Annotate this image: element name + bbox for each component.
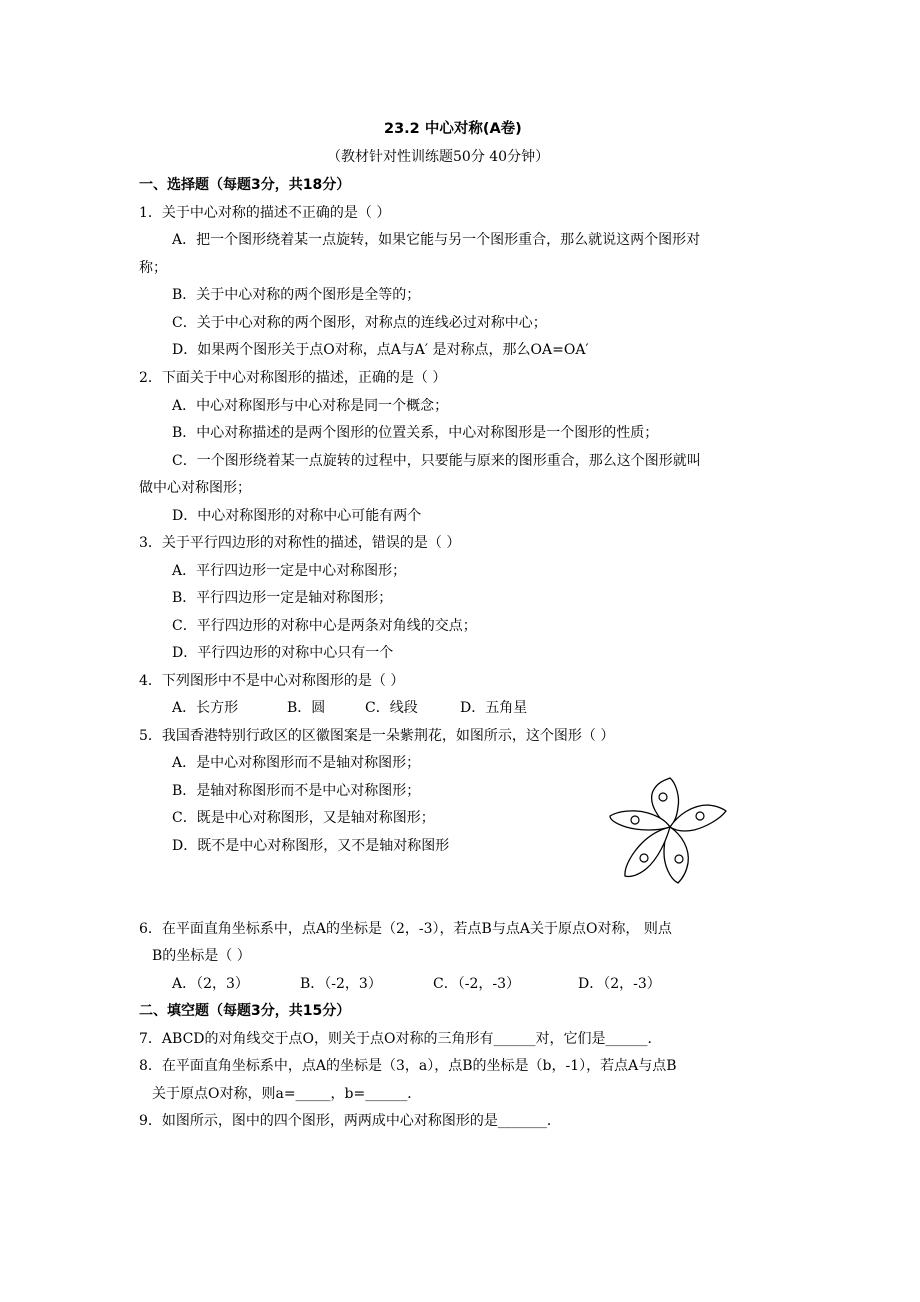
flower-dot	[675, 855, 683, 863]
q1-option-d: D．如果两个图形关于点O对称，点A与A′ 是对称点，那么OA=OA′	[172, 342, 589, 358]
q1-option-c: C．关于中心对称的两个图形，对称点的连线必过对称中心；	[172, 315, 547, 331]
q6-option-a: A．（2，3）	[172, 976, 249, 992]
q2-option-c: C．一个图形绕着某一点旋转的过程中，只要能与原来的图形重合，那么这个图形就叫	[172, 453, 701, 469]
q3-option-a: A．平行四边形一定是中心对称图形；	[172, 563, 407, 579]
flower-dot	[659, 793, 667, 801]
bauhinia-flower-figure	[608, 775, 728, 887]
page-title: 23.2 中心对称(A卷)	[384, 121, 522, 137]
q6-option-c: C．（-2，-3）	[433, 976, 520, 992]
q5-option-c: C．既是中心对称图形，又是轴对称图形；	[172, 810, 435, 826]
flower-petal	[625, 827, 670, 876]
flower-dot	[631, 816, 639, 824]
q6-stem-cont: B的坐标是（ ）	[152, 948, 251, 964]
q8-text: 8．在平面直角坐标系中，点A的坐标是（3，a），点B的坐标是（b，-1），若点A与点B	[139, 1058, 677, 1074]
q4-option-b: B．圆	[287, 700, 326, 716]
q4-option-c: C．线段	[365, 700, 418, 716]
q5-option-b: B．是轴对称图形而不是中心对称图形；	[172, 783, 421, 799]
q1-option-a: A．把一个图形绕着某一点旋转，如果它能与另一个图形重合，那么就说这两个图形对	[172, 232, 701, 248]
q3-option-d: D．平行四边形的对称中心只有一个	[172, 645, 394, 661]
q5-option-a: A．是中心对称图形而不是轴对称图形；	[172, 755, 421, 771]
q2-option-a: A．中心对称图形与中心对称是同一个概念；	[172, 398, 449, 414]
q5-stem: 5．我国香港特别行政区的区徽图案是一朵紫荆花，如图所示，这个图形（ ）	[139, 728, 615, 744]
q6-option-b: B．（-2，3）	[300, 976, 382, 992]
flower-dot	[640, 854, 648, 862]
q2-stem: 2．下面关于中心对称图形的描述，正确的是（ ）	[139, 370, 447, 386]
q2-option-d: D．中心对称图形的对称中心可能有两个	[172, 508, 422, 524]
q4-stem: 4．下列图形中不是中心对称图形的是（ ）	[139, 673, 405, 689]
q4-option-a: A．长方形	[172, 700, 239, 716]
q6-stem: 6．在平面直角坐标系中，点A的坐标是（2，-3），若点B与点A关于原点O对称， 则点	[139, 921, 672, 937]
q1-option-b: B．关于中心对称的两个图形是全等的；	[172, 287, 421, 303]
q1-stem: 1．关于中心对称的描述不正确的是（ ）	[139, 205, 391, 221]
q2-option-b: B．中心对称描述的是两个图形的位置关系，中心对称图形是一个图形的性质；	[172, 425, 659, 441]
page-subtitle: （教材针对性训练题50分 40分钟）	[327, 149, 550, 165]
q4-option-d: D．五角星	[460, 700, 528, 716]
q3-option-c: C．平行四边形的对称中心是两条对角线的交点；	[172, 618, 477, 634]
q8-text-cont: 关于原点O对称，则a=_____，b=______．	[152, 1086, 422, 1102]
q2-option-c-cont: 做中心对称图形；	[139, 480, 251, 496]
section1-heading: 一、选择题（每题3分，共18分）	[139, 177, 351, 193]
q1-option-a-cont: 称；	[139, 260, 167, 276]
q9-text: 9．如图所示，图中的四个图形，两两成中心对称图形的是_______．	[139, 1113, 561, 1129]
flower-dot	[696, 812, 704, 820]
q6-option-d: D．（2，-3）	[578, 976, 661, 992]
q3-stem: 3．关于平行四边形的对称性的描述，错误的是（ ）	[139, 535, 461, 551]
q3-option-b: B．平行四边形一定是轴对称图形；	[172, 590, 393, 606]
q7-text: 7．ABCD的对角线交于点O，则关于点O对称的三角形有______对，它们是______．	[139, 1031, 662, 1047]
q5-option-d: D．既不是中心对称图形，又不是轴对称图形	[172, 838, 450, 854]
section2-heading: 二、填空题（每题3分，共15分）	[139, 1003, 351, 1019]
